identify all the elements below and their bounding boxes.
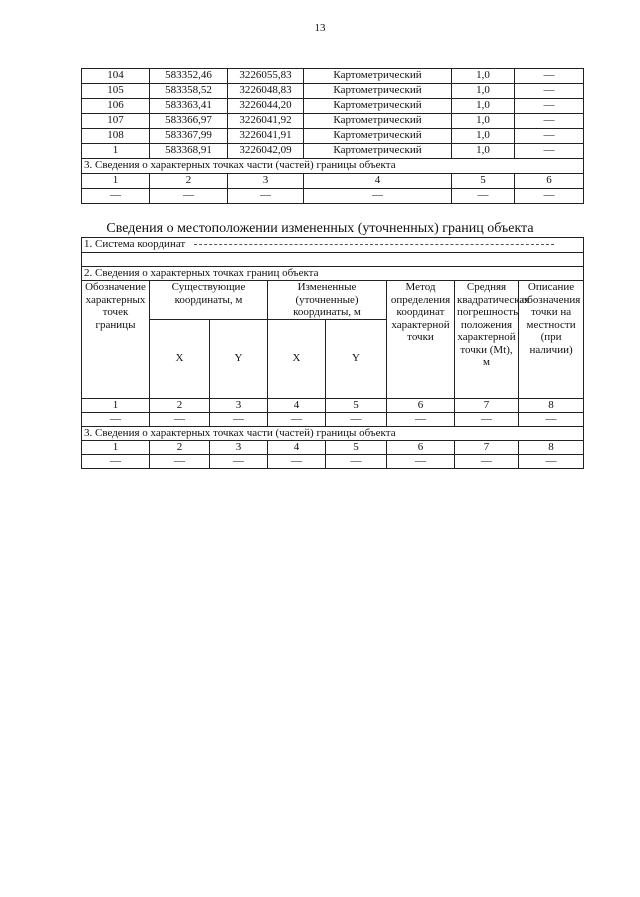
col-number: 5 [326,440,387,454]
col-number: 2 [150,440,210,454]
description: — [515,84,584,99]
header-y: Y [326,319,387,398]
dash-cell: — [268,412,326,426]
col-number: 6 [387,440,455,454]
table-row [82,84,584,99]
col-number: 6 [387,398,455,412]
coord-x: 583366,97 [150,114,228,129]
dash-cell: — [82,189,150,204]
point-id: 107 [82,114,150,129]
dash-cell: — [452,189,515,204]
dash-cell: — [387,454,455,468]
description: — [515,69,584,84]
dash-cell: — [210,412,268,426]
dash-cell: — [326,412,387,426]
section-title: Сведения о местоположении измененных (уточненных) границ объекта [106,221,534,236]
dash-cell: — [455,454,519,468]
coord-y: 3226048,83 [228,84,304,99]
dash-cell: — [455,412,519,426]
dash-cell: — [268,454,326,468]
dash-cell: — [519,454,584,468]
dash-cell: — [519,412,584,426]
header-description: Описание обозначения точки на местности (при наличии) [519,281,584,399]
section-row [82,426,584,440]
accuracy: 1,0 [452,114,515,129]
col-number: 2 [150,398,210,412]
dash-cell: — [210,454,268,468]
method: Картометрический [304,144,452,159]
table-row [82,114,584,129]
dash-cell: — [515,189,584,204]
dash-cell: — [82,412,150,426]
accuracy: 1,0 [452,144,515,159]
col-number: 4 [304,174,452,189]
blank-row [82,253,584,267]
description: — [515,144,584,159]
dash-cell: — [326,454,387,468]
header-y: Y [210,319,268,398]
col-number: 8 [519,440,584,454]
accuracy: 1,0 [452,69,515,84]
col-number: 1 [82,174,150,189]
table-row [82,129,584,144]
changed-boundaries-table [81,237,584,469]
header-point-id: Обозначение характерных точек границы [82,281,150,399]
header-x: X [268,319,326,398]
header-method: Метод определения координат характерной точки [387,281,455,399]
description: — [515,99,584,114]
point-id: 106 [82,99,150,114]
section-1-title: 1. Система координат [82,238,584,253]
coord-x: 583367,99 [150,129,228,144]
section-row [82,267,584,281]
coord-y: 3226055,83 [228,69,304,84]
method: Картометрический [304,114,452,129]
coord-x: 583352,46 [150,69,228,84]
table-row [82,69,584,84]
header-existing-coords: Существующие координаты, м [150,281,268,320]
accuracy: 1,0 [452,84,515,99]
underline [194,244,554,245]
col-number: 1 [82,398,150,412]
header-accuracy: Средняя квадратическая погрешность положения характерной точки (Mt), м [455,281,519,399]
coord-x: 583368,91 [150,144,228,159]
section-2-title: 2. Сведения о характерных точках границ объекта [82,267,584,281]
empty-row [82,454,584,468]
coord-y: 3226041,91 [228,129,304,144]
column-number-row [82,174,584,189]
coord-y: 3226042,09 [228,144,304,159]
coord-x: 583363,41 [150,99,228,114]
method: Картометрический [304,84,452,99]
dash-cell: — [82,454,150,468]
dash-cell: — [387,412,455,426]
point-id: 1 [82,144,150,159]
col-number: 2 [150,174,228,189]
dash-cell: — [304,189,452,204]
table-row [82,144,584,159]
header-changed-coords: Измененные (уточненные) координаты, м [268,281,387,320]
point-id: 105 [82,84,150,99]
accuracy: 1,0 [452,99,515,114]
col-number: 7 [455,440,519,454]
point-id: 108 [82,129,150,144]
section-header-row [82,159,584,174]
header-x: X [150,319,210,398]
col-number: 7 [455,398,519,412]
col-number: 3 [210,440,268,454]
header-row [82,281,584,320]
description: — [515,114,584,129]
col-number: 3 [210,398,268,412]
col-number: 1 [82,440,150,454]
page-number: 13 [314,22,326,34]
description: — [515,129,584,144]
section-3-title: 3. Сведения о характерных точках части (частей) границы объекта [82,159,584,174]
column-number-row [82,440,584,454]
blank-cell [82,253,584,267]
section-3-title: 3. Сведения о характерных точках части (частей) границы объекта [82,426,584,440]
coord-y: 3226044,20 [228,99,304,114]
col-number: 3 [228,174,304,189]
col-number: 5 [452,174,515,189]
col-number: 4 [268,440,326,454]
col-number: 4 [268,398,326,412]
method: Картометрический [304,99,452,114]
accuracy: 1,0 [452,129,515,144]
column-number-row [82,398,584,412]
dash-cell: — [150,454,210,468]
dash-cell: — [150,412,210,426]
dash-cell: — [150,189,228,204]
col-number: 8 [519,398,584,412]
coord-x: 583358,52 [150,84,228,99]
dash-cell: — [228,189,304,204]
point-id: 104 [82,69,150,84]
section-row [82,238,584,253]
boundary-points-table [81,68,584,204]
table-row [82,99,584,114]
col-number: 6 [515,174,584,189]
empty-row [82,412,584,426]
col-number: 5 [326,398,387,412]
coord-y: 3226041,92 [228,114,304,129]
method: Картометрический [304,69,452,84]
empty-row [82,189,584,204]
method: Картометрический [304,129,452,144]
